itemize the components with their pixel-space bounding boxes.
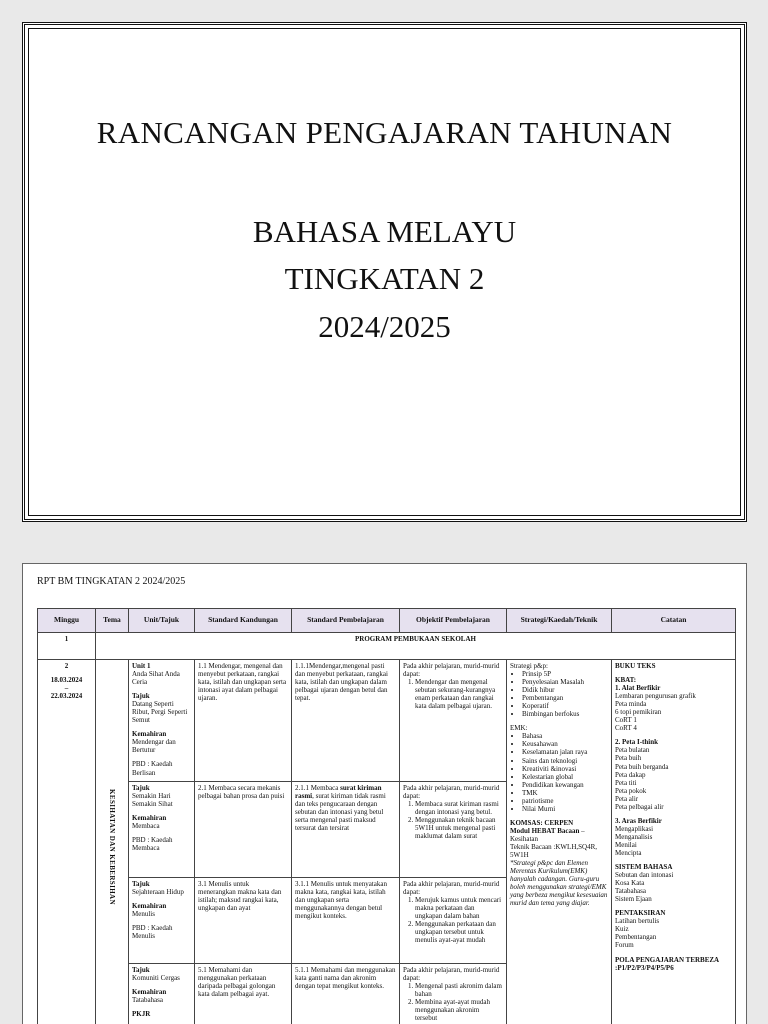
pola-pengajaran-label: POLA PENGAJARAN TERBEZA [615, 955, 720, 964]
strategi-item: • Didik hibur [522, 686, 608, 694]
kemahiran-label: Kemahiran [132, 814, 167, 823]
table-header-row [38, 609, 736, 633]
table-row [38, 633, 736, 660]
pbd-text: PBD : Kaedah Berlisan [132, 760, 173, 777]
objektif-intro: Pada akhir pelajaran, murid-murid dapat: [403, 880, 500, 897]
strategi-item: • Koperatif [522, 702, 608, 710]
week-cell: 1 [38, 633, 96, 660]
rpt-page [22, 563, 747, 1024]
tajuk-text: Komuniti Cergas [132, 974, 180, 983]
header-catatan: Catatan [612, 609, 736, 633]
sp-cell [292, 782, 400, 878]
kemahiran-text: Tatabahasa [132, 996, 163, 1005]
pbd-text: PBD : Kaedah Membaca [132, 836, 173, 853]
pentaksiran-label: PENTAKSIRAN [615, 909, 666, 918]
catatan-item: CoRT 1 [615, 716, 637, 725]
pola-pengajaran-value: :P1/P2/P3/P4/P5/P6 [615, 963, 674, 972]
buku-teks-label: BUKU TEKS [615, 662, 656, 670]
kemahiran-label: Kemahiran [132, 988, 167, 997]
catatan-item: Peta bulatan [615, 746, 650, 755]
objektif-cell [400, 964, 507, 1024]
catatan-item: CoRT 4 [615, 724, 637, 733]
objektif-item: 1. Mengenal pasti akronim dalam bahan [415, 982, 503, 998]
catatan-item: 6 topi pemikiran [615, 708, 662, 717]
kemahiran-text: Menulis [132, 910, 155, 919]
catatan-item: Sebutan dan intonasi [615, 871, 674, 880]
objektif-item: 1. Mendengar dan mengenal sebutan sekurang-kurangnya enam perkataan dan rangkai kata dalam pelbagai ujaran. [415, 678, 503, 710]
cover-year: 2024/2025 [318, 309, 451, 344]
modul-text: – Kesihatan [510, 826, 585, 843]
date-start: 18.03.2024 [50, 676, 83, 685]
emk-item: • TMK [522, 789, 608, 797]
strategi-intro: Strategi p&p: [510, 662, 548, 670]
catatan-item: Peta dakap [615, 770, 646, 779]
cover-page [22, 22, 747, 522]
catatan-item: Tatabahasa [615, 887, 646, 896]
sk-cell: 3.1 Menulis untuk menerangkan makna kata dan istilah; maksud rangkai kata, ungkapan dan ayat [195, 878, 292, 964]
catatan-item: Pembentangan [615, 933, 657, 942]
unit-cell [129, 660, 195, 782]
catatan-item: Sistem Ejaan [615, 895, 652, 904]
objektif-cell [400, 660, 507, 782]
cover-title: RANCANGAN PENGAJARAN TAHUNAN [96, 115, 673, 150]
unit-cell [129, 964, 195, 1024]
emk-item: • Keusahawan [522, 740, 608, 748]
pkjr-label: PKJR [132, 1010, 151, 1019]
sk-cell: 1.1 Mendengar, mengenal dan menyebut perkataan, rangkai kata, istilah dan ungkapan serta intonasi ayat dalam pelbagai ujaran. [195, 660, 292, 782]
tema-text: KESIHATAN DAN KEBERSIHAN [108, 788, 117, 905]
catatan-item: Menilai [615, 840, 637, 849]
header-standard-kandungan: Standard Kandungan [195, 609, 292, 633]
tajuk-text: Semakin Hari Semakin Sihat [132, 792, 173, 809]
catatan-item: Peta buih [615, 754, 642, 763]
catatan-item: Forum [615, 941, 634, 950]
catatan-item: Peta buih berganda [615, 762, 669, 771]
tajuk-label: Tajuk [132, 784, 150, 792]
catatan-item: Menganalisis [615, 832, 653, 841]
sistem-bahasa-label: SISTEM BAHASA [615, 863, 673, 872]
catatan-item: Mencipta [615, 848, 642, 857]
emk-item: • Pendidikan kewangan [522, 781, 608, 789]
unit-cell [129, 782, 195, 878]
unit-label: Unit 1 [132, 662, 151, 670]
kbat-label: KBAT: [615, 676, 637, 685]
objektif-item: 2. Menggunakan perkataan dan ungkapan tersebut untuk menulis ayat-ayat mudah [415, 920, 503, 944]
header-minggu: Minggu [38, 609, 96, 633]
catatan-item: Peta minda [615, 700, 647, 709]
header-strategi: Strategi/Kaedah/Teknik [507, 609, 612, 633]
strategi-note: *Strategi p&pc dan Elemen Merentas Kurikulum(EMK) hanyalah cadangan. Guru-guru boleh menggunakan strategi/EMK yang berbeza mengikut kesesuaian murid dan tema yang diajar. [510, 859, 608, 908]
objektif-cell [400, 878, 507, 964]
alat-berfikir-label: 1. Alat Berfikir [615, 684, 661, 693]
kemahiran-text: Membaca [132, 822, 160, 831]
objektif-item: 2. Membina ayat-ayat mudah menggunakan akronim tersebut [415, 998, 503, 1022]
week-number: 2 [64, 662, 69, 670]
emk-label: EMK: [510, 724, 528, 733]
objektif-cell [400, 782, 507, 878]
cover-form: TINGKATAN 2 [284, 261, 485, 296]
week-2-cell [38, 660, 96, 1024]
header-tema: Tema [96, 609, 129, 633]
date-dash: – [64, 684, 69, 693]
strategi-item: • Bimbingan berfokus [522, 710, 608, 718]
program-cell: PROGRAM PEMBUKAAN SEKOLAH [96, 633, 736, 660]
emk-item: • patriotisme [522, 797, 608, 805]
header-objektif: Objektif Pembelajaran [400, 609, 507, 633]
unit-title: Anda Sihat Anda Ceria [132, 670, 180, 687]
emk-item: • Kelestarian global [522, 773, 608, 781]
emk-item: • Keselamatan jalan raya [522, 748, 608, 756]
catatan-item: Lembaran pengurusan grafik [615, 692, 696, 701]
sp-cell: 3.1.1 Menulis untuk menyatakan makna kata, rangkai kata, istilah dan ungkapan serta menggunakannya dengan betul mengikut konteks. [292, 878, 400, 964]
peta-ithink-label: 2. Peta I-think [615, 738, 658, 747]
catatan-item: Peta pelbagai alir [615, 802, 664, 811]
modul-label: Modul HEBAT Bacaan [510, 826, 580, 835]
kemahiran-label: Kemahiran [132, 902, 167, 911]
tajuk-label: Tajuk [132, 880, 150, 888]
aras-berfikir-label: 3. Aras Berfikir [615, 816, 662, 825]
emk-item: • Nilai Murni [522, 805, 608, 813]
objektif-item: 1. Membaca surat kiriman rasmi dengan intonasi yang betul. [415, 800, 503, 816]
table-row [38, 660, 736, 782]
catatan-item: Peta pokok [615, 786, 647, 795]
objektif-item: 1. Merujuk kamus untuk mencari makna perkataan dan ungkapan dalam bahan [415, 896, 503, 920]
objektif-intro: Pada akhir pelajaran, murid-murid dapat: [403, 966, 500, 983]
sp-text: 2.1.1 Membaca [295, 784, 341, 792]
strategi-item: • Pembentangan [522, 694, 608, 702]
header-standard-pembelajaran: Standard Pembelajaran [292, 609, 400, 633]
pbd-text: PBD : Kaedah Menulis [132, 924, 173, 941]
header-unit-tajuk: Unit/Tajuk [129, 609, 195, 633]
tajuk-text: Sejahteraan Hidup [132, 888, 184, 897]
date-end: 22.03.2024 [50, 692, 83, 701]
tajuk-label: Tajuk [132, 692, 150, 701]
catatan-item: Mengaplikasi [615, 824, 654, 833]
sp-text: , surat kiriman tidak rasmi dan teks pengucaraan dengan sebutan dan intonasi yang betul serta mengenal pasti maksud tersurat dan tersirat [295, 792, 386, 833]
rpt-table [37, 608, 736, 1024]
komsas-label: KOMSAS: CERPEN [510, 818, 574, 827]
emk-item: • Bahasa [522, 732, 608, 740]
tema-cell [96, 660, 129, 1024]
strategi-cell [507, 660, 612, 1024]
objektif-item: 2. Menggunakan teknik bacaan 5W1H untuk mengenal pasti maklumat dalam surat [415, 816, 503, 840]
catatan-item: Peta titi [615, 778, 637, 787]
tajuk-label: Tajuk [132, 966, 150, 974]
sp-cell: 5.1.1 Memahami dan menggunakan kata ganti nama dan akronim dengan tepat mengikut konteks. [292, 964, 400, 1024]
teknik-bacaan: Teknik Bacaan :KWLH,SQ4R, 5W1H [510, 842, 597, 860]
catatan-item: Kosa Kata [615, 879, 645, 888]
catatan-cell [612, 660, 736, 1024]
objektif-intro: Pada akhir pelajaran, murid-murid dapat: [403, 662, 500, 679]
strategi-item: • Prinsip 5P [522, 670, 608, 678]
catatan-item: Latihan bertulis [615, 917, 660, 926]
sp-highlight: surat kiriman rasmi [295, 784, 382, 801]
kemahiran-label: Kemahiran [132, 730, 167, 739]
catatan-item: Peta alir [615, 794, 639, 803]
sk-cell: 5.1 Memahami dan menggunakan perkataan daripada pelbagai golongan kata dalam pelbagai ayat. [195, 964, 292, 1024]
tajuk-text: Datang Seperti Ribut, Pergi Seperti Semut [132, 700, 188, 725]
sp-cell: 1.1.1Mendengar,mengenal pasti dan menyebut perkataan, rangkai kata, istilah dan ungkapan dalam pelbagai ujaran dengan betul dan tepat. [292, 660, 400, 782]
catatan-item: Kuiz [615, 925, 629, 934]
document-header: RPT BM TINGKATAN 2 2024/2025 [37, 576, 186, 587]
kemahiran-text: Mendengar dan Bertutur [132, 738, 176, 755]
strategi-item: • Penyelesaian Masalah [522, 678, 608, 686]
emk-item: • Sains dan teknologi [522, 757, 608, 765]
unit-cell [129, 878, 195, 964]
sk-cell: 2.1 Membaca secara mekanis pelbagai bahan prosa dan puisi [195, 782, 292, 878]
cover-subject: BAHASA MELAYU [252, 214, 517, 249]
objektif-intro: Pada akhir pelajaran, murid-murid dapat: [403, 784, 500, 801]
emk-item: • Kreativiti &inovasi [522, 765, 608, 773]
